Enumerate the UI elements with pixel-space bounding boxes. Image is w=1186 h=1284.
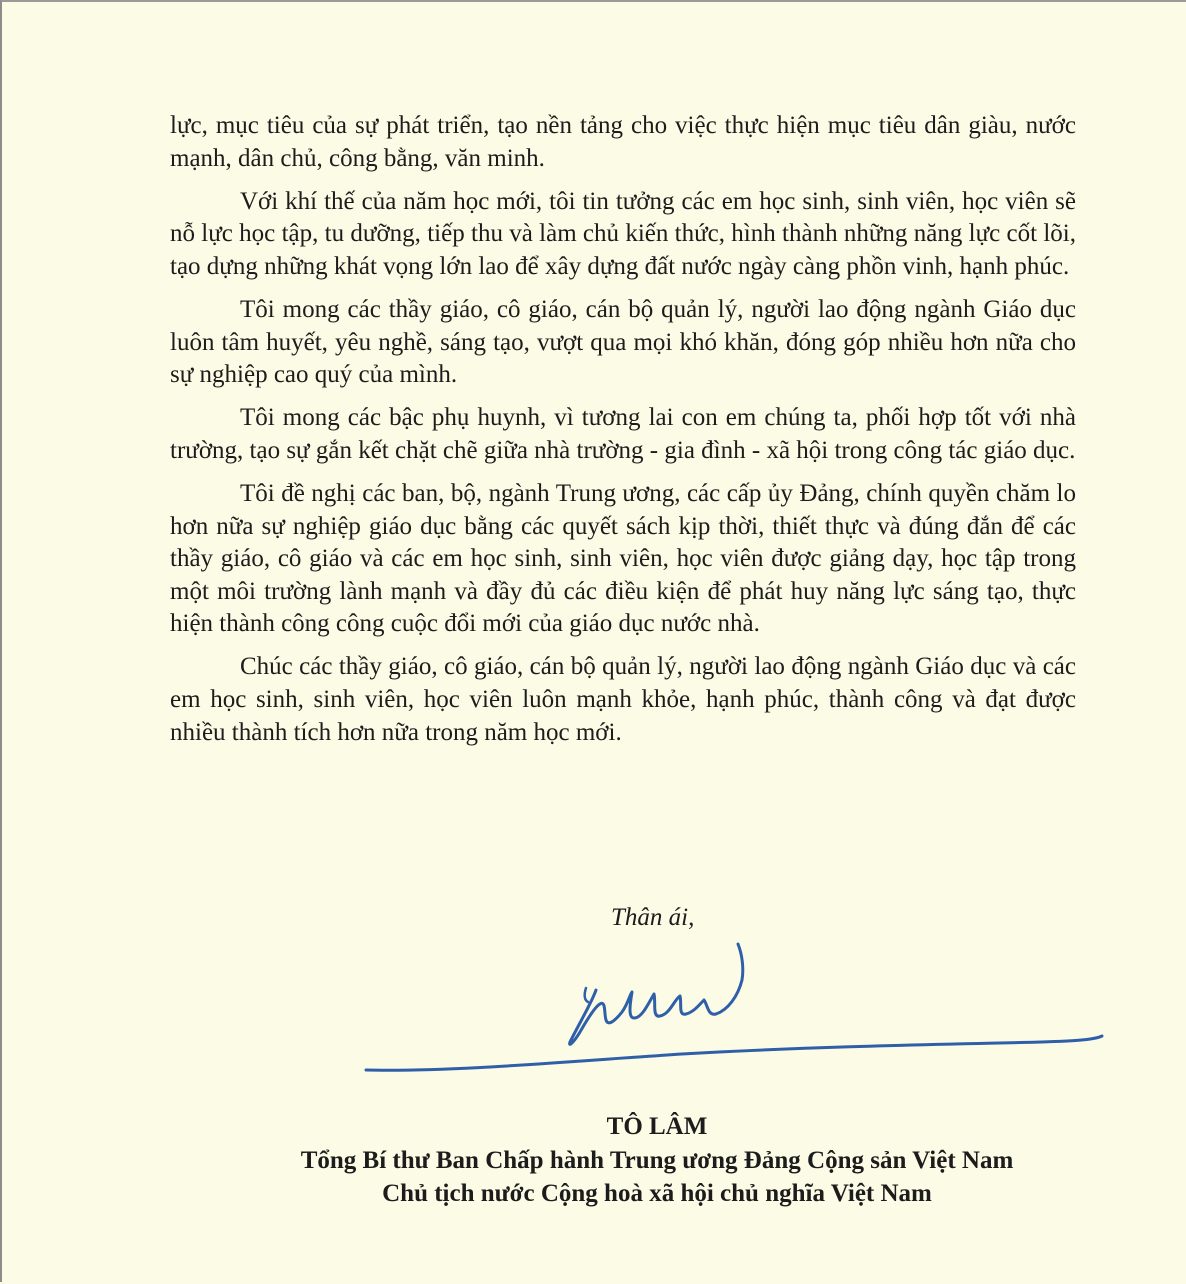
paragraph-wishes: Chúc các thầy giáo, cô giáo, cán bộ quản lý, người lao động ngành Giáo dục và các em học sinh, sinh viên, học viên luôn mạnh khỏe, hạnh phúc, thành công và đạt được nhiều thành tích hơn nữa trong năm học mới. [170,653,1076,746]
paragraph-students: Với khí thế của năm học mới, tôi tin tưởng các em học sinh, sinh viên, học viên sẽ nỗ lực học tập, tu dưỡng, tiếp thu và làm chủ kiến thức, hình thành những năng lực cốt lõi, tạo dựng những khát vọng lớn lao để xây dựng đất nước ngày càng phồn vinh, hạnh phúc. [170,187,1076,280]
signer-title-party: Tổng Bí thư Ban Chấp hành Trung ương Đảng Cộng sản Việt Nam [300,1147,1014,1174]
paragraph-parents: Tôi mong các bậc phụ huynh, vì tương lai con em chúng ta, phối hợp tốt với nhà trường, tạo sự gắn kết chặt chẽ giữa nhà trường - gia đình - xã hội trong công tác giáo dục. [170,404,1076,464]
paragraph-continuation: lực, mục tiêu của sự phát triển, tạo nền tảng cho việc thực hiện mục tiêu dân giàu, nước mạnh, dân chủ, công bằng, văn minh. [170,112,1076,172]
signer-name: TÔ LÂM [606,1113,708,1140]
paragraph-teachers: Tôi mong các thầy giáo, cô giáo, cán bộ quản lý, người lao động ngành Giáo dục luôn tâm huyết, yêu nghề, sáng tạo, vượt qua mọi khó khăn, đóng góp nhiều hơn nữa cho sự nghiệp cao quý của mình. [170,295,1076,389]
closing-salutation: Thân ái, [611,904,695,931]
signer-title-state: Chủ tịch nước Cộng hoà xã hội chủ nghĩa Việt Nam [382,1180,932,1207]
letter-body [170,110,1076,760]
paragraph-authorities: Tôi đề nghị các ban, bộ, ngành Trung ương, các cấp ủy Đảng, chính quyền chăm lo hơn nữa sự nghiệp giáo dục bằng các quyết sách kịp thời, thiết thực và đúng đắn để các thầy giáo, cô giáo và các em học sinh, sinh viên, học viên được giảng dạy, học tập trong một môi trường lành mạnh và đầy đủ các điều kiện để phát huy năng lực sáng tạo, thực hiện thành công công cuộc đổi mới của giáo dục nước nhà. [170,479,1076,638]
